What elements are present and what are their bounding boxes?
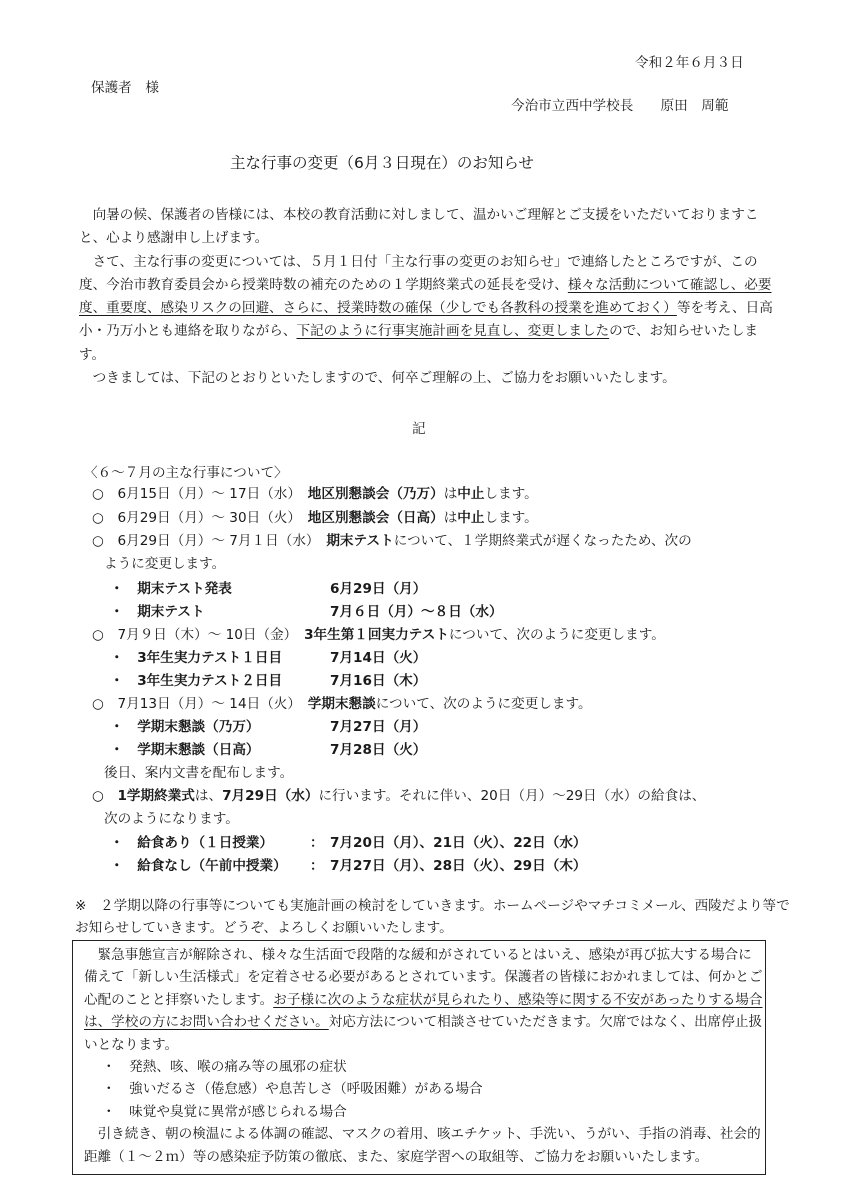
intro-paragraph-2: さて、主な行事の変更については、５月１日付「主な行事の変更のお知らせ」で連絡したところですが、この度、今治市教育委員会から授業時数の補充のための１学期終業式の延長を受け、様々な活動について確認し、必要度、重要度、感染リスクの回避、さらに、授業時数の確保（少しでも各教科の授業を進めておく）等を考え、日高小・乃万小とも連絡を取りながら、下記のように行事実施計画を見直し、変更しましたので、お知らせいたします。 xyxy=(79,253,773,363)
sub-item: ・ 学期末懇談（乃万） 7月27日（月） xyxy=(110,719,427,735)
event-item: ○ 7月９日（木）～ 10日（金） 3年生第１回実力テストについて、次のように変更します。 xyxy=(92,627,665,643)
sub-item: ・ 期末テスト発表 6月29日（月） xyxy=(110,581,427,597)
event-continuation: ように変更します。 xyxy=(104,556,226,572)
symptom-item: ・ 発熱、咳、喉の痛み等の風邪の症状 xyxy=(102,1059,347,1076)
sub-item: ・ 給食なし（午前中授業） ： 7月27日（月）、28日（火）、29日（木） xyxy=(110,858,587,874)
document-title: 主な行事の変更（6月３日現在）のお知らせ xyxy=(230,154,534,172)
section-heading: 〈６～７月の主な行事について〉 xyxy=(84,465,288,481)
event-continuation: 後日、案内文書を配布します。 xyxy=(104,765,294,781)
sender: 今治市立西中学校長 原田 周範 xyxy=(511,98,729,114)
sub-item: ・ 3年生実力テスト１日目 7月14日（火） xyxy=(110,650,427,666)
ki-heading: 記 xyxy=(412,421,426,437)
symptom-item: ・ 強いだるさ（倦怠感）や息苦しさ（呼吸困難）がある場合 xyxy=(102,1081,483,1098)
sub-item: ・ 学期末懇談（日高） 7月28日（火） xyxy=(110,742,427,758)
intro-text xyxy=(79,204,779,390)
symptom-item: ・ 味覚や臭覚に異常が感じられる場合 xyxy=(102,1103,347,1120)
event-item: ○ 1学期終業式は、7月29日（水）に行います。それに伴い、20日（月）～29日（水）の給食は、 xyxy=(92,788,706,804)
recipient: 保護者 様 xyxy=(91,80,159,96)
document-date: 令和２年６月３日 xyxy=(635,55,744,71)
intro-paragraph-3: つきましては、下記のとおりといたしますので、何卒ご理解の上、ご協力をお願いいたします。 xyxy=(92,370,676,387)
health-paragraph-2: 引き続き、朝の検温による体調の確認、マスクの着用、咳エチケット、手洗い、うがい、手指の消毒、社会的距離（１～２ｍ）等の感染症予防策の徹底、また、家庭学習への取組等、ご協力をお願いいたします。 xyxy=(84,1126,761,1165)
event-item: ○ 6月29日（月）～ 7月１日（水） 期末テストについて、１学期終業式が遅くなったため、次の xyxy=(92,533,692,549)
sub-item: ・ 給食あり（１日授業） ： 7月20日（月）、21日（火）、22日（水） xyxy=(110,835,587,851)
event-item: ○ 7月13日（月）～ 14日（火） 学期末懇談について、次のように変更します。 xyxy=(92,696,592,712)
event-continuation: 次のようになります。 xyxy=(104,811,239,827)
sub-item: ・ 3年生実力テスト２日目 7月16日（木） xyxy=(110,673,427,689)
intro-paragraph-1: 向暑の候、保護者の皆様には、本校の教育活動に対しまして、温かいご理解とご支援をいただいておりますこと、心より感謝申し上げます。 xyxy=(79,207,759,247)
health-notice-text xyxy=(84,944,764,1168)
event-item: ○ 6月15日（月）～ 17日（水） 地区別懇談会（乃万）は中止します。 xyxy=(92,486,538,502)
sub-item: ・ 期末テスト 7月６日（月）～８日（水） xyxy=(110,604,503,620)
event-item: ○ 6月29日（月）～ 30日（火） 地区別懇談会（日高）は中止します。 xyxy=(92,510,538,526)
notice-text: ※ ２学期以降の行事等についても実施計画の検討をしていきます。ホームページやマチコミメール、西陵だより等でお知らせしていきます。どうぞ、よろしくお願いいたします。 xyxy=(75,898,790,937)
health-paragraph-1: 緊急事態宣言が解除され、様々な生活面で段階的な緩和がされているとはいえ、感染が再び拡大する場合に備えて「新しい生活様式」を定着させる必要があるとされています。保護者の皆様におかれましては、何かとご心配のことと拝察いたします。お子様に次のような症状が見られたり、感染等に関する不安があったりする場合は、学校の方にお問い合わせください。対応方法について相談させていただきます。欠席ではなく、出席停止扱いとなります。 xyxy=(84,947,763,1053)
